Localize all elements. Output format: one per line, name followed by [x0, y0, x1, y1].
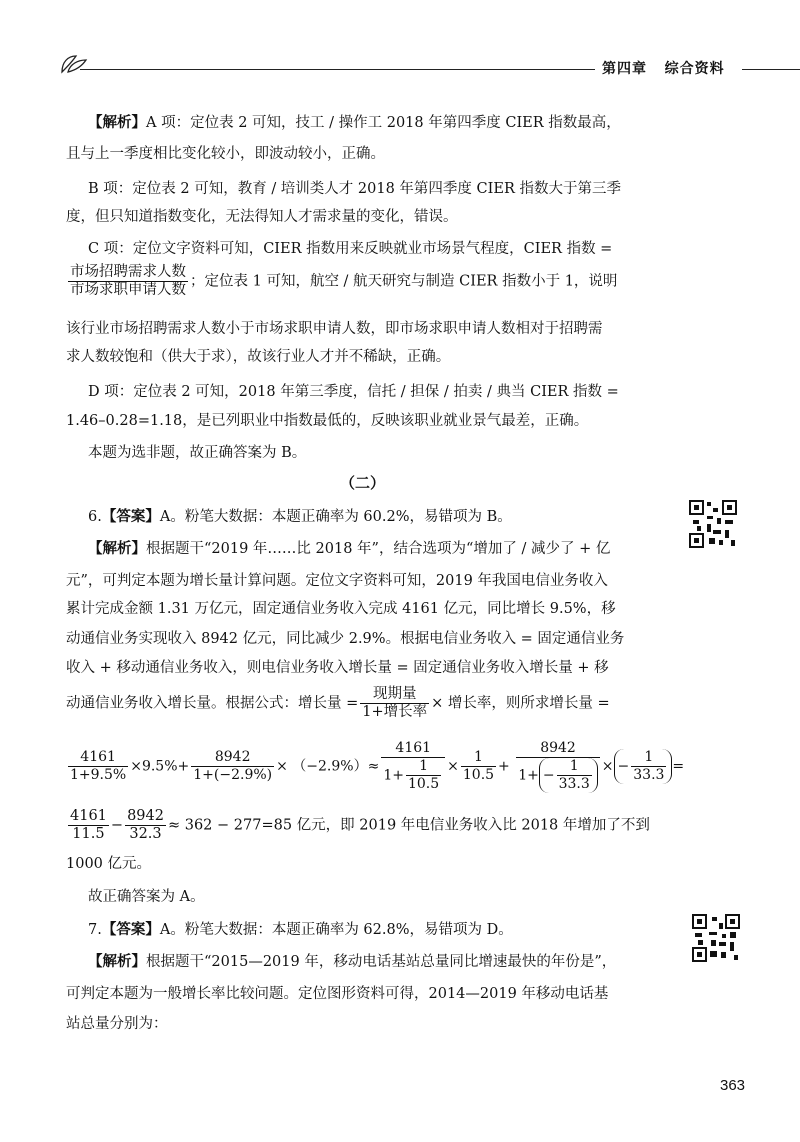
tag-daan: 【答案】 — [101, 922, 160, 938]
formula-line — [66, 686, 676, 721]
math-text: × （−2.9%）≈ — [276, 758, 380, 775]
line: 动通信业务实现收入 8942 亿元，同比减少 2.9%。根据电信业务收入 = 固定通信业务 — [66, 631, 625, 647]
q6-answer — [88, 508, 698, 526]
line: 1000 亿元。 — [66, 856, 152, 872]
fraction-denominator: 市场求职申请人数 — [70, 282, 186, 298]
line: 根据题干“2015—2019 年，移动电话基站总量同比增速最快的年份是”， — [146, 954, 617, 970]
leaf-logo-icon — [58, 52, 88, 76]
line: 可判定本题为一般增长率比较问题。定位图形资料可得，2014—2019 年移动电话基 — [66, 986, 609, 1002]
math-text: × — [447, 758, 459, 775]
math-fraction — [191, 749, 274, 784]
chapter-label: 第四章 — [602, 61, 647, 77]
q7-analysis — [88, 953, 698, 971]
q6-number: 6. — [88, 509, 102, 525]
numerator: 1 — [406, 758, 441, 776]
chapter-header — [602, 58, 725, 78]
math-fraction — [461, 749, 496, 784]
tag-jiexi: 【解析】 — [88, 115, 146, 131]
line: 站总量分别为： — [66, 1016, 168, 1032]
header-rule-right — [742, 69, 800, 70]
q7-number: 7. — [88, 922, 102, 938]
math-text: + — [498, 758, 510, 775]
q7-answer — [88, 921, 698, 939]
math-fraction — [68, 808, 109, 843]
para-c-fraction-line — [66, 264, 676, 299]
tag-jiexi: 【解析】 — [88, 541, 146, 557]
fraction-numerator: 市场招聘需求人数 — [70, 264, 186, 280]
math-text: × — [601, 758, 614, 775]
nested-fraction — [406, 758, 441, 793]
header-rule-left — [80, 69, 595, 70]
denominator: 1+9.5% — [70, 767, 127, 783]
math-fraction — [68, 749, 128, 784]
line: 度，但只知道指数变化，无法得知人才需求量的变化，错误。 — [66, 209, 458, 225]
para-c: C 项：定位文字资料可知，CIER 指数用来反映就业市场景气程度，CIER 指数 = — [88, 241, 613, 257]
line: 该行业市场招聘需求人数小于市场求职申请人数，即市场求职申请人数相对于招聘需 — [66, 321, 603, 337]
growth-fraction — [360, 686, 429, 721]
numerator: 1 — [461, 749, 496, 767]
cier-fraction — [68, 264, 188, 299]
fraction-denominator: 1+增长率 — [362, 704, 428, 720]
denominator: 10.5 — [407, 776, 440, 792]
denominator: 33.3 — [558, 776, 590, 792]
line: 元”，可判定本题为增长量计算问题。定位文字资料可知，2019 年我国电信业务收入 — [66, 573, 608, 589]
q6-analysis — [88, 540, 698, 558]
tag-daan: 【答案】 — [101, 509, 160, 525]
fraction-numerator: 现期量 — [360, 686, 429, 704]
denominator: 11.5 — [72, 826, 105, 842]
denominator — [516, 758, 600, 793]
numerator: 1 — [631, 749, 666, 767]
line: 求人数较饱和（供大于求），故该行业人才并不稀缺，正确。 — [66, 349, 451, 365]
math-fraction — [381, 740, 445, 793]
numerator: 4161 — [68, 749, 128, 767]
line: 根据题干“2019 年……比 2018 年”，结合选项为“增加了 / 减少了 + 亿 — [146, 541, 611, 557]
numerator: 4161 — [70, 808, 107, 824]
line: 且与上一季度相比变化较小，即波动较小，正确。 — [66, 146, 385, 162]
conclusion: 故正确答案为 A。 — [88, 889, 205, 905]
math-text: 1+ — [518, 767, 539, 784]
math-text: = — [672, 758, 685, 775]
math-text: 1+ — [383, 767, 404, 784]
line: A。粉笔大数据：本题正确率为 62.8%，易错项为 D。 — [159, 922, 513, 938]
paren-group: − $\frac{1}{33.3}$ — [539, 758, 598, 793]
math-fraction — [631, 749, 666, 784]
line: × 增长率，则所求增长量 = — [431, 695, 610, 712]
chapter-title: 综合资料 — [664, 61, 725, 77]
para-a — [88, 114, 698, 132]
para-b: B 项：定位表 2 可知，教育 / 培训类人才 2018 年第四季度 CIER 指数大于第三季 — [88, 181, 621, 197]
line: ；定位表 1 可知，航空 / 航天研究与制造 CIER 指数小于 1，说明 — [190, 273, 618, 290]
para-d: D 项：定位表 2 可知，2018 年第三季度，信托 / 担保 / 拍卖 / 典当 CIER 指数 = — [88, 384, 619, 400]
denominator: 32.3 — [129, 826, 162, 842]
conclusion: 本题为选非题，故正确答案为 B。 — [88, 445, 307, 461]
numerator: 8942 — [191, 749, 274, 767]
math-text: ×9.5%+ — [130, 758, 190, 775]
tag-jiexi: 【解析】 — [88, 954, 146, 970]
math-fraction — [125, 808, 166, 843]
calc-expression — [66, 740, 684, 793]
math-text: − — [110, 817, 124, 834]
line: 动通信业务收入增长量。根据公式：增长量 = — [66, 695, 359, 712]
nested-fraction — [557, 758, 592, 793]
numerator: 4161 — [381, 740, 445, 758]
denominator: 33.3 — [633, 767, 665, 783]
paren-group: − $\frac{1}{33.3}$ — [614, 749, 673, 784]
page-number: 363 — [720, 1077, 746, 1094]
denominator: 1+(−2.9%) — [193, 767, 273, 783]
line: 1.46–0.28=1.18，是已列职业中指数最低的，反映该职业就业景气最差，正确。 — [66, 413, 589, 429]
math-fraction — [516, 740, 600, 793]
line: 累计完成金额 1.31 万亿元，固定通信业务收入完成 4161 亿元，同比增长 9.5%，移 — [66, 601, 616, 617]
line: A。粉笔大数据：本题正确率为 60.2%，易错项为 B。 — [159, 509, 512, 525]
denominator — [381, 758, 445, 793]
line: 收入 + 移动通信业务收入，则电信业务收入增长量 = 固定通信业务收入增长量 + 移 — [66, 660, 609, 676]
result-line — [66, 808, 676, 843]
line: ≈ 362 − 277=85 亿元，即 2019 年电信业务收入比 2018 年增加了不到 — [167, 817, 650, 834]
numerator: 8942 — [127, 808, 164, 824]
denominator: 10.5 — [462, 767, 495, 783]
section-heading: （二） — [340, 474, 386, 492]
numerator: 8942 — [516, 740, 600, 758]
line: A 项：定位表 2 可知，技工 / 操作工 2018 年第四季度 CIER 指数最高， — [146, 115, 621, 131]
numerator: 1 — [557, 758, 592, 776]
qr-code-icon — [692, 914, 740, 962]
